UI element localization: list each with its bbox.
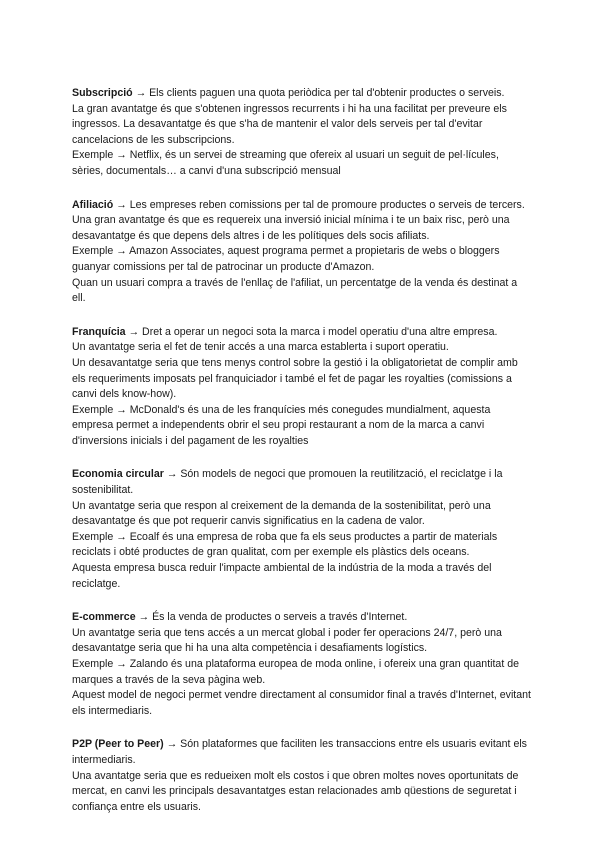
- section-heading: [72, 86, 532, 102]
- paragraph: Exemple → Zalando és una plataforma europea de moda online, i ofereix una gran quantitat de marques a través de la seva pàgina web.: [72, 658, 519, 686]
- paragraph: Una gran avantatge és que es requereix una inversió inicial mínima i te un baix risc, però una desavantatge és que depens dels altres i de les polítiques dels socis afiliats.: [72, 214, 510, 242]
- section-subscripcio: [72, 86, 532, 180]
- section-intro: → Els clients paguen una quota periòdica per tal d'obtenir productes o serveis.: [132, 87, 505, 99]
- section-heading: [72, 198, 532, 214]
- paragraph: Un avantatge seria que respon al creixement de la demanda de la sostenibilitat, però una desavantatge és que pot requerir canvis significatius en la cadena de valor.: [72, 499, 491, 528]
- document-page: [72, 86, 532, 833]
- section-term: Economia circular: [72, 468, 164, 481]
- section-franquicia: [72, 325, 532, 450]
- section-term: Afiliació: [72, 198, 114, 211]
- section-economia-circular: [72, 467, 532, 592]
- section-p2p: [72, 737, 532, 815]
- paragraph: Exemple → McDonald's és una de les franquícies més conegudes mundialment, aquesta empresa permet a independents obrir el seu propi restaurant a nom de la marca a canvi d'inversions inicials i del pagament de les royalties: [72, 403, 491, 447]
- section-e-commerce: [72, 610, 532, 719]
- paragraph: Un avantatge seria el fet de tenir accés a una marca establerta i suport operatiu.: [72, 341, 449, 354]
- section-intro: → Les empreses reben comissions per tal de promoure productes o serveis de tercers.: [113, 198, 525, 211]
- section-term: E-commerce: [72, 611, 136, 624]
- section-term: Franquícia: [72, 325, 126, 338]
- section-heading: [72, 325, 532, 341]
- section-intro: → Dret a operar un negoci sota la marca i model operatiu d'una altre empresa.: [125, 325, 498, 338]
- paragraph: Un desavantatge seria que tens menys control sobre la gestió i la obligatorietat de complir amb els requeriments imposats pel franquiciador i també el fet de pagar les royalties (comissions a canvi dels know-how).: [72, 356, 518, 401]
- paragraph: Aquesta empresa busca reduir l'impacte ambiental de la indústria de la moda a través del reciclatge.: [72, 562, 492, 590]
- paragraph: Exemple → Amazon Associates, aquest programa permet a propietaris de webs o bloggers guanyar comissions per tal de patrocinar un producte d'Amazon.: [72, 245, 500, 273]
- paragraph: Un avantatge seria que tens accés a un mercat global i poder fer operacions 24/7, però una desavantatge seria que hi ha una alta competència i desafiaments logístics.: [72, 626, 502, 655]
- section-term: P2P (Peer to Peer): [72, 738, 164, 751]
- paragraph: Aquest model de negoci permet vendre directament al consumidor final a través d'Internet, evitant els intermediaris.: [72, 689, 531, 717]
- paragraph: Una avantatge seria que es redueixen molt els costos i que obren moltes noves oportunitats de mercat, en canvi les principals desavantatges estan relacionades amb qüestions de seguretat i confiança entre els usuaris.: [72, 769, 519, 813]
- section-term: Subscripció: [72, 87, 133, 99]
- section-heading: [72, 610, 532, 626]
- section-intro: → És la venda de productes o serveis a través d'Internet.: [135, 611, 408, 624]
- section-heading: [72, 467, 532, 498]
- section-intro: → Són models de negoci que promouen la reutilització, el reciclatge i la sostenibilitat.: [72, 468, 503, 497]
- paragraph: Exemple → Netflix, és un servei de streaming que ofereix al usuari un seguit de pel·lícules, sèries, documentals… a canvi d'una subscripció mensual: [72, 149, 499, 177]
- section-heading: [72, 737, 532, 768]
- section-intro: → Són plataformes que faciliten les transaccions entre els usuaris evitant els intermediaris.: [72, 738, 527, 766]
- section-afiliacio: [72, 198, 532, 307]
- paragraph: Quan un usuari compra a través de l'enllaç de l'afiliat, un percentatge de la venda és destinat a ell.: [72, 276, 518, 305]
- paragraph: La gran avantatge és que s'obtenen ingressos recurrents i hi ha una facilitat per preveure els ingressos. La desavantatge és que s'ha de mantenir el valor dels serveis per tal d'evitar cancelacions de les subscripcions.: [72, 102, 507, 146]
- paragraph: Exemple → Ecoalf és una empresa de roba que fa els seus productes a partir de materials reciclats i obté productes de gran qualitat, com per exemple els plàstics dels oceans.: [72, 530, 498, 559]
